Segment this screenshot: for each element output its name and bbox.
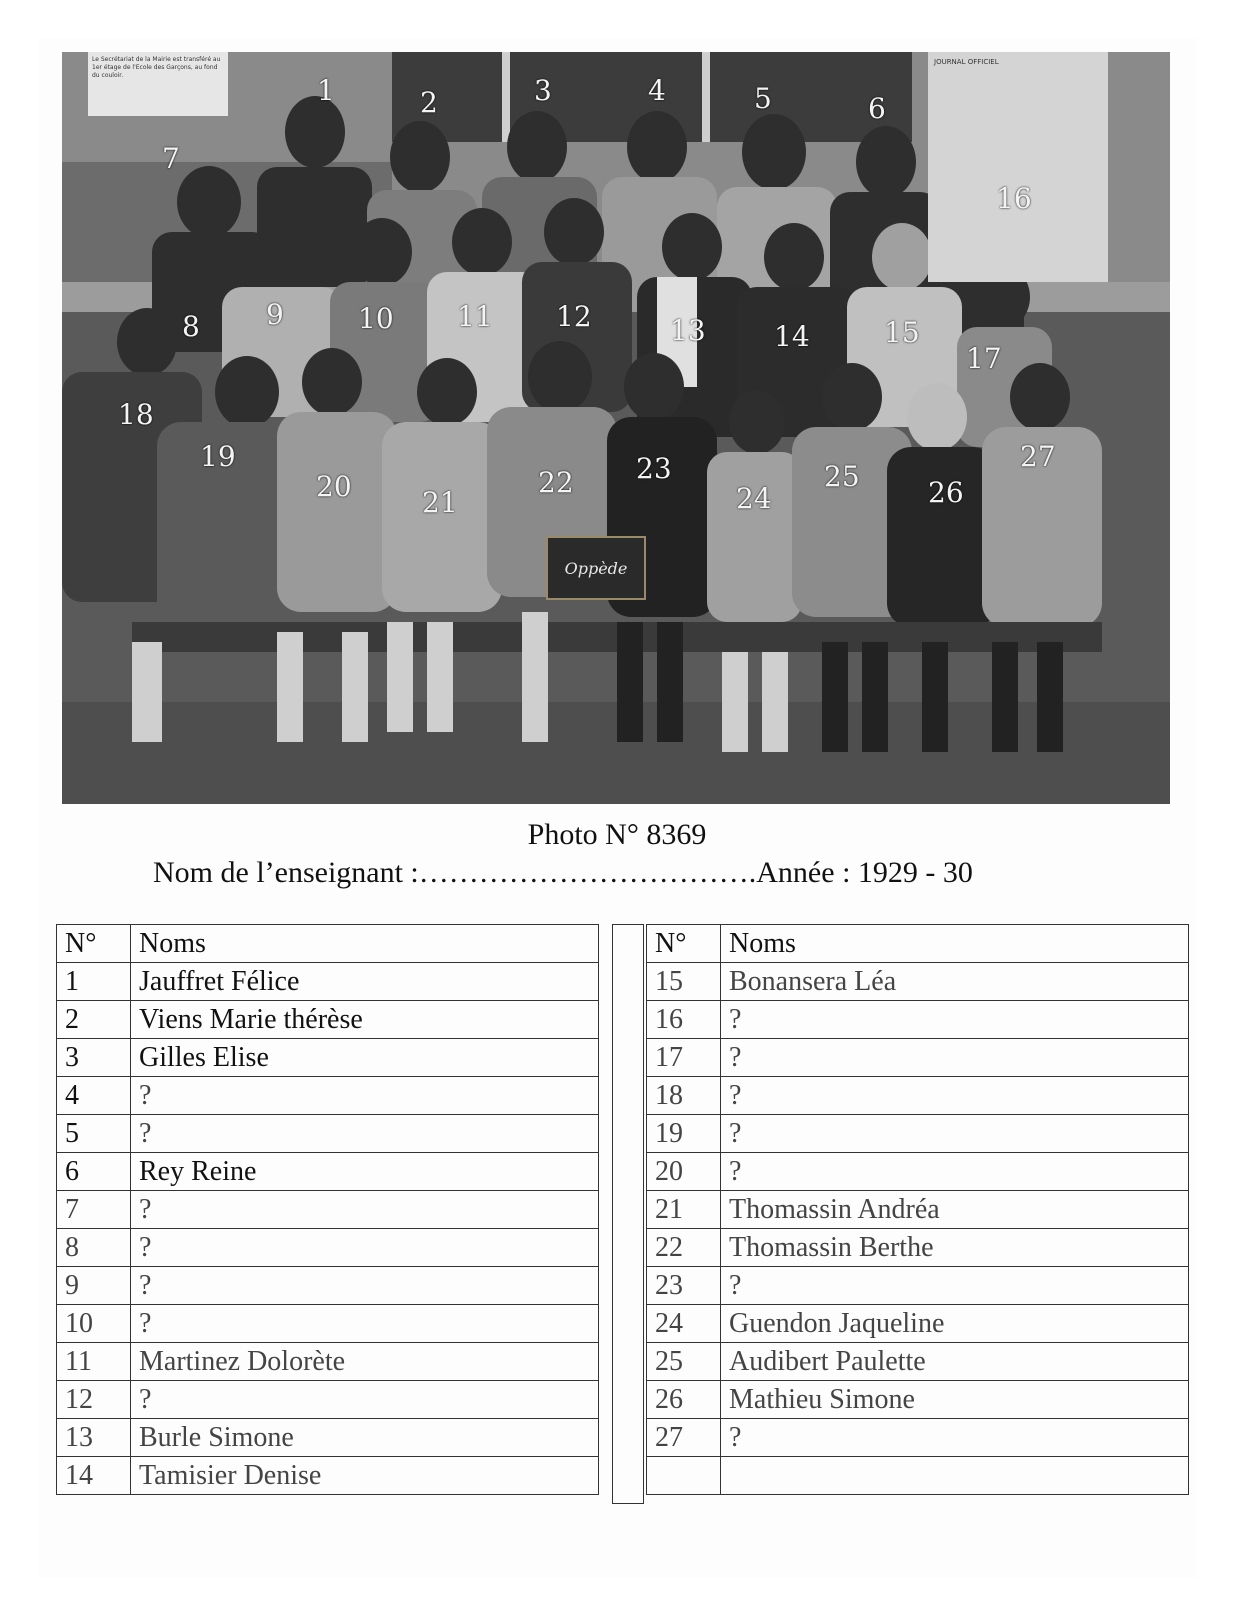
row-number: 19 <box>647 1115 721 1153</box>
table-row <box>57 1077 599 1115</box>
row-name: Audibert Paulette <box>721 1343 1189 1381</box>
photo-label-23: 23 <box>636 452 672 485</box>
row-name: ? <box>131 1305 599 1343</box>
photo-label-7: 7 <box>162 142 180 175</box>
row-name: ? <box>721 1039 1189 1077</box>
photo-label-1: 1 <box>317 74 335 107</box>
table-row <box>57 1267 599 1305</box>
oppede-slate: Oppède <box>546 536 646 600</box>
table-row <box>57 1419 599 1457</box>
table-row <box>647 1457 1189 1495</box>
row-name: ? <box>131 1115 599 1153</box>
row-name: ? <box>721 1267 1189 1305</box>
row-number: 21 <box>647 1191 721 1229</box>
row-number: 13 <box>57 1419 131 1457</box>
row-name: Thomassin Andréa <box>721 1191 1189 1229</box>
row-name: Guendon Jaqueline <box>721 1305 1189 1343</box>
table-row <box>57 1115 599 1153</box>
photo-label-6: 6 <box>868 92 886 125</box>
photo-label-9: 9 <box>266 298 284 331</box>
table-row <box>57 1039 599 1077</box>
table-row <box>647 1343 1189 1381</box>
photo-label-2: 2 <box>420 86 438 119</box>
photo-label-26: 26 <box>928 476 964 509</box>
row-name: ? <box>131 1191 599 1229</box>
row-name: Jauffret Félice <box>131 963 599 1001</box>
table-header-row <box>647 925 1189 963</box>
row-number: 14 <box>57 1457 131 1495</box>
table-row <box>57 1305 599 1343</box>
table-row <box>57 1343 599 1381</box>
photo-label-11: 11 <box>457 300 493 333</box>
photo-label-17: 17 <box>966 342 1002 375</box>
photo-label-21: 21 <box>422 486 458 519</box>
row-name: ? <box>721 1077 1189 1115</box>
table-row <box>647 1039 1189 1077</box>
row-name: Tamisier Denise <box>131 1457 599 1495</box>
row-number: 20 <box>647 1153 721 1191</box>
table-row <box>57 1001 599 1039</box>
row-name: ? <box>131 1381 599 1419</box>
table-row <box>57 1153 599 1191</box>
photo-number-caption: Photo N° 8369 <box>527 818 707 851</box>
mairie-notice: Le Secrétariat de la Mairie est transféré au 1er étage de l'Ecole des Garçons, au fond du couloir. <box>88 52 228 116</box>
row-number: 16 <box>647 1001 721 1039</box>
photo-label-14: 14 <box>774 320 810 353</box>
row-name: ? <box>131 1077 599 1115</box>
row-name: ? <box>721 1153 1189 1191</box>
photo-label-3: 3 <box>534 74 552 107</box>
table-row <box>647 963 1189 1001</box>
row-name: Thomassin Berthe <box>721 1229 1189 1267</box>
photo-label-27: 27 <box>1020 440 1056 473</box>
row-number: 8 <box>57 1229 131 1267</box>
row-name: Rey Reine <box>131 1153 599 1191</box>
class-photo <box>62 52 1170 804</box>
row-number: 17 <box>647 1039 721 1077</box>
row-number <box>647 1457 721 1495</box>
photo-label-24: 24 <box>736 482 772 515</box>
table-row <box>57 963 599 1001</box>
table-row <box>647 1001 1189 1039</box>
table-row <box>57 1381 599 1419</box>
table-row <box>647 1077 1189 1115</box>
row-name: Gilles Elise <box>131 1039 599 1077</box>
row-number: 7 <box>57 1191 131 1229</box>
row-number: 27 <box>647 1419 721 1457</box>
photo-label-13: 13 <box>670 314 706 347</box>
table-row <box>647 1267 1189 1305</box>
row-name <box>721 1457 1189 1495</box>
teacher-year-line: Nom de l’enseignant :…………………………….Année : 1929 - 30 <box>153 856 973 889</box>
table-row <box>647 1115 1189 1153</box>
table-row <box>647 1153 1189 1191</box>
row-number: 25 <box>647 1343 721 1381</box>
photo-label-25: 25 <box>824 460 860 493</box>
names-table-right <box>646 924 1189 1495</box>
row-number: 10 <box>57 1305 131 1343</box>
table-row <box>647 1305 1189 1343</box>
table-row <box>647 1419 1189 1457</box>
row-name: Viens Marie thérèse <box>131 1001 599 1039</box>
row-number: 18 <box>647 1077 721 1115</box>
table-row <box>647 1381 1189 1419</box>
photo-label-5: 5 <box>754 82 772 115</box>
photo-label-20: 20 <box>316 470 352 503</box>
table-row <box>57 1229 599 1267</box>
header-number: N° <box>57 925 131 963</box>
row-name: ? <box>131 1267 599 1305</box>
table-row <box>57 1457 599 1495</box>
table-row <box>647 1229 1189 1267</box>
names-table-left <box>56 924 599 1495</box>
photo-label-18: 18 <box>118 398 154 431</box>
photo-label-12: 12 <box>556 300 592 333</box>
row-number: 15 <box>647 963 721 1001</box>
row-name: ? <box>721 1419 1189 1457</box>
header-names: Noms <box>131 925 599 963</box>
row-name: ? <box>721 1115 1189 1153</box>
row-name: ? <box>131 1229 599 1267</box>
row-name: Bonansera Léa <box>721 963 1189 1001</box>
row-number: 5 <box>57 1115 131 1153</box>
row-number: 24 <box>647 1305 721 1343</box>
photo-label-15: 15 <box>884 316 920 349</box>
row-number: 12 <box>57 1381 131 1419</box>
row-number: 3 <box>57 1039 131 1077</box>
table-spacer-column <box>612 924 644 1504</box>
row-number: 1 <box>57 963 131 1001</box>
row-name: Mathieu Simone <box>721 1381 1189 1419</box>
row-number: 22 <box>647 1229 721 1267</box>
row-name: Burle Simone <box>131 1419 599 1457</box>
row-name: ? <box>721 1001 1189 1039</box>
photo-label-19: 19 <box>200 440 236 473</box>
row-number: 9 <box>57 1267 131 1305</box>
row-number: 4 <box>57 1077 131 1115</box>
row-number: 26 <box>647 1381 721 1419</box>
row-number: 6 <box>57 1153 131 1191</box>
photo-label-4: 4 <box>648 74 666 107</box>
header-names: Noms <box>721 925 1189 963</box>
photo-label-22: 22 <box>538 466 574 499</box>
header-number: N° <box>647 925 721 963</box>
row-number: 2 <box>57 1001 131 1039</box>
journal-officiel-poster: JOURNAL OFFICIEL <box>928 52 1108 282</box>
row-number: 23 <box>647 1267 721 1305</box>
table-header-row <box>57 925 599 963</box>
row-name: Martinez Dolorète <box>131 1343 599 1381</box>
photo-label-8: 8 <box>182 310 200 343</box>
table-row <box>57 1191 599 1229</box>
table-row <box>647 1191 1189 1229</box>
photo-label-10: 10 <box>358 302 394 335</box>
photo-label-16: 16 <box>996 182 1032 215</box>
row-number: 11 <box>57 1343 131 1381</box>
